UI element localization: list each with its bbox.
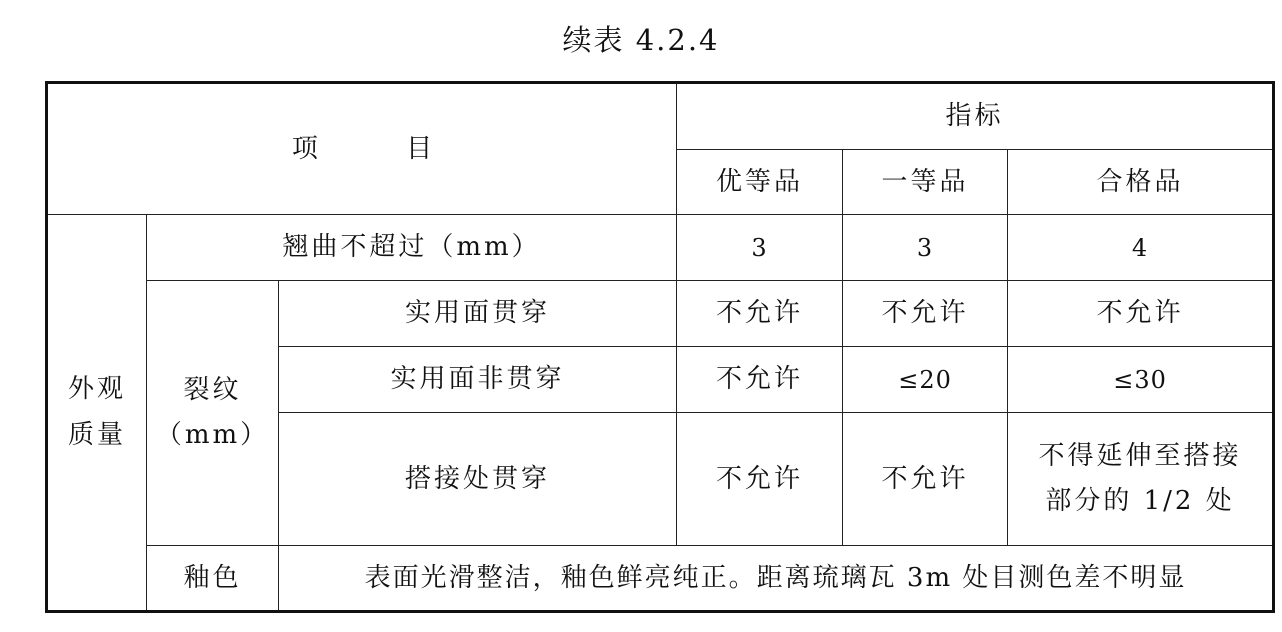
crack-overlap-first: 不允许 xyxy=(843,413,1008,546)
header-grade-qualified: 合格品 xyxy=(1008,150,1274,215)
crack-through-face-qualified: 不允许 xyxy=(1008,281,1274,347)
header-grade-premium: 优等品 xyxy=(677,150,843,215)
warp-label: 翘曲不超过（mm） xyxy=(147,215,677,281)
header-indicator: 指标 xyxy=(677,83,1274,150)
glaze-label: 釉色 xyxy=(147,546,279,612)
crack-through-face-label: 实用面贯穿 xyxy=(279,281,677,347)
header-grade-first: 一等品 xyxy=(843,150,1008,215)
crack-through-face-first: 不允许 xyxy=(843,281,1008,347)
appearance-quality-label: 外观 质量 xyxy=(47,215,147,612)
glaze-description: 表面光滑整洁，釉色鲜亮纯正。距离琉璃瓦 3m 处目测色差不明显 xyxy=(279,546,1274,612)
crack-overlap-premium: 不允许 xyxy=(677,413,843,546)
spec-table xyxy=(45,81,1275,613)
table-caption: 续表 4.2.4 xyxy=(562,23,720,57)
crack-non-through-first: ≤20 xyxy=(843,347,1008,413)
crack-non-through-premium: 不允许 xyxy=(677,347,843,413)
crack-through-face-premium: 不允许 xyxy=(677,281,843,347)
header-item: 项 目 xyxy=(47,83,677,215)
crack-overlap-qualified: 不得延伸至搭接 部分的 1/2 处 xyxy=(1008,413,1274,546)
crack-non-through-qualified: ≤30 xyxy=(1008,347,1274,413)
crack-overlap-label: 搭接处贯穿 xyxy=(279,413,677,546)
crack-label: 裂纹 （mm） xyxy=(147,281,279,546)
warp-qualified: 4 xyxy=(1008,215,1274,281)
warp-premium: 3 xyxy=(677,215,843,281)
warp-first: 3 xyxy=(843,215,1008,281)
crack-non-through-label: 实用面非贯穿 xyxy=(279,347,677,413)
